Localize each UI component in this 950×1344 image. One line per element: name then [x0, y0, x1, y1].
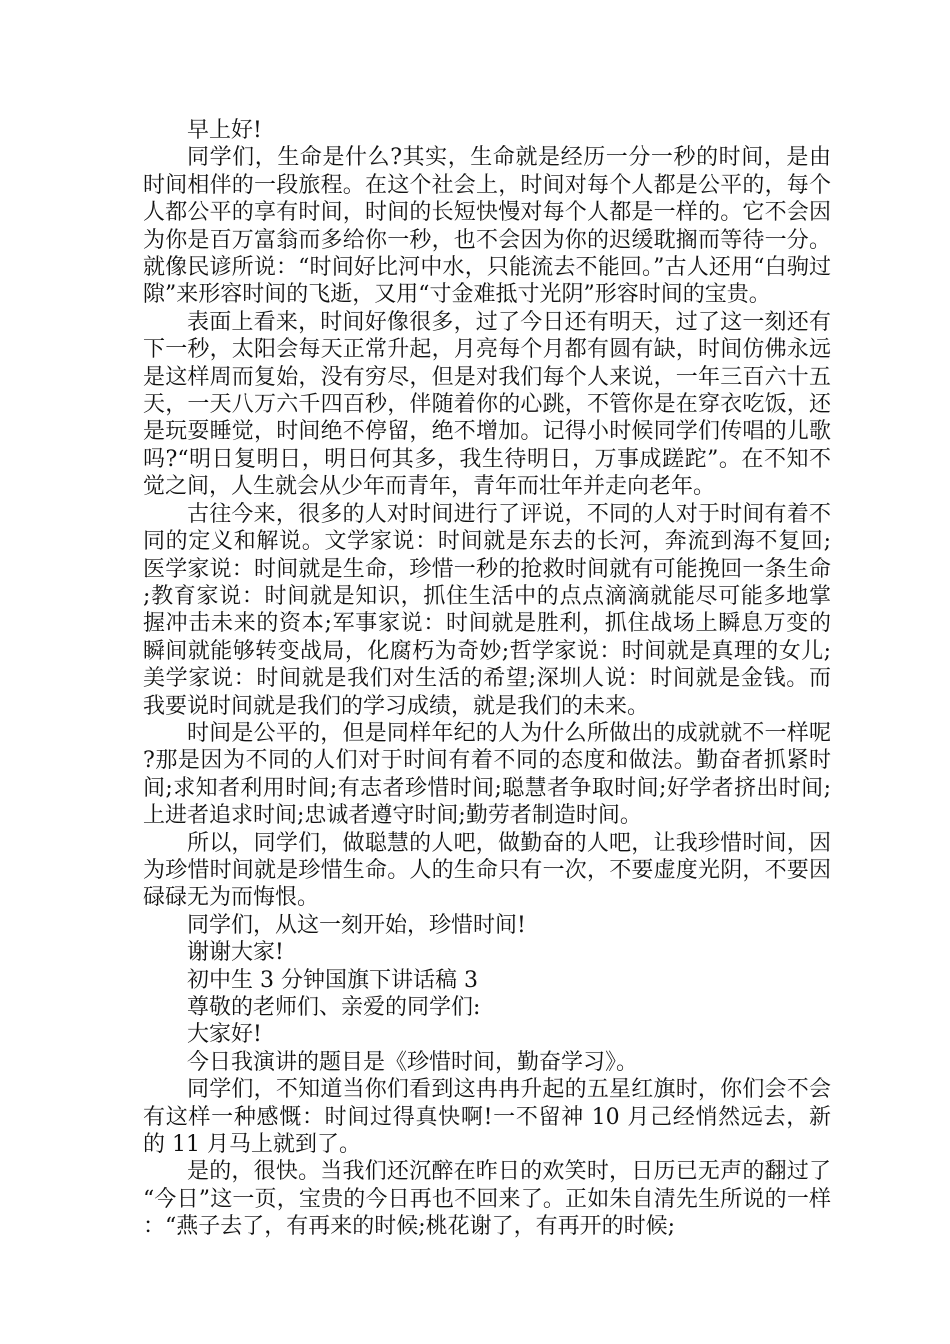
paragraph-hello: 大家好! [187, 1022, 262, 1048]
paragraph-yes-very-fast: 是的，很快。当我们还沉醉在昨日的欢笑时，日历已无声的翻过了“今日”这一页，宝贵的今日再也不回来了。正如朱自清先生所说的一样：“燕子去了，有再来的时候;桃花谢了，有再开的时候; [143, 1159, 831, 1240]
paragraph-thanks: 谢谢大家! [187, 940, 284, 966]
paragraph-what-is-life: 同学们，生命是什么?其实，生命就是经历一分一秒的时间，是由时间相伴的一段旅程。在这个社会上，时间对每个人都是公平的，每个人都公平的享有时间，时间的长短快慢对每个人都是一样的。它不会因为你是百万富翁而多给你一秒，也不会因为你的迟缓耽搁而等待一分。就像民谚所说：“时间好比河中水，只能流去不能回。”古人还用“白驹过隙”来形容时间的飞逝，又用“寸金难抵寸光阴”形容时间的宝贵。 [143, 145, 831, 308]
section-heading: 初中生 3 分钟国旗下讲话稿 3 [187, 967, 478, 993]
paragraph-views-on-time: 古往今来，很多的人对时间进行了评说，不同的人对于时间有着不同的定义和解说。文学家说：时间就是东去的长河，奔流到海不复回;医学家说：时间就是生命，珍惜一秒的抢救时间就有可能挽回一条生命;教育家说：时间就是知识，抓住生活中的点点滴滴就能尽可能多地掌握冲击未来的资本;军事家说：时间就是胜利，抓住战场上瞬息万变的瞬间就能够转变战局，化腐朽为奇妙;哲学家说：时间就是真理的女儿;美学家说：时间就是我们对生活的希望;深圳人说：时间就是金钱。而我要说时间就是我们的学习成绩，就是我们的未来。 [143, 501, 831, 719]
paragraph-time-seems-plentiful: 表面上看来，时间好像很多，过了今日还有明天，过了这一刻还有下一秒，太阳会每天正常升起，月亮每个月都有圆有缺，时间仿佛永远是这样周而复始，没有穷尽，但是对我们每个人来说，一年三百六十五天，一天八万六千四百秒，伴随着你的心跳，不管你是在穿衣吃饭，还是玩耍睡觉，时间绝不停留，绝不增加。记得小时候同学们传唱的儿歌吗?“明日复明日，明日何其多，我生待明日，万事成蹉跎”。在不知不觉之间，人生就会从少年而青年，青年而壮年并走向老年。 [143, 309, 831, 500]
paragraph-so-classmates: 所以，同学们，做聪慧的人吧，做勤奋的人吧，让我珍惜时间，因为珍惜时间就是珍惜生命。人的生命只有一次，不要虚度光阴，不要因碌碌无为而悔恨。 [143, 830, 831, 911]
paragraph-flag-raising: 同学们，不知道当你们看到这冉冉升起的五星红旗时，你们会不会有这样一种感慨：时间过得真快啊!一不留神 10 月己经悄然远去，新的 11 月马上就到了。 [143, 1077, 831, 1158]
speech-body [143, 117, 831, 1241]
paragraph-cherish-time: 同学们，从这一刻开始，珍惜时间! [187, 912, 526, 938]
paragraph-time-is-fair: 时间是公平的，但是同样年纪的人为什么所做出的成就就不一样呢?那是因为不同的人们对于时间有着不同的态度和做法。勤奋者抓紧时间;求知者利用时间;有志者珍惜时间;聪慧者争取时间;好学者挤出时间;上进者追求时间;忠诚者遵守时间;勤劳者制造时间。 [143, 720, 831, 829]
paragraph-salutation: 尊敬的老师们、亲爱的同学们: [187, 995, 481, 1020]
paragraph-speech-title: 今日我演讲的题目是《珍惜时间，勤奋学习》。 [187, 1049, 639, 1075]
paragraph-greeting: 早上好! [187, 118, 262, 143]
